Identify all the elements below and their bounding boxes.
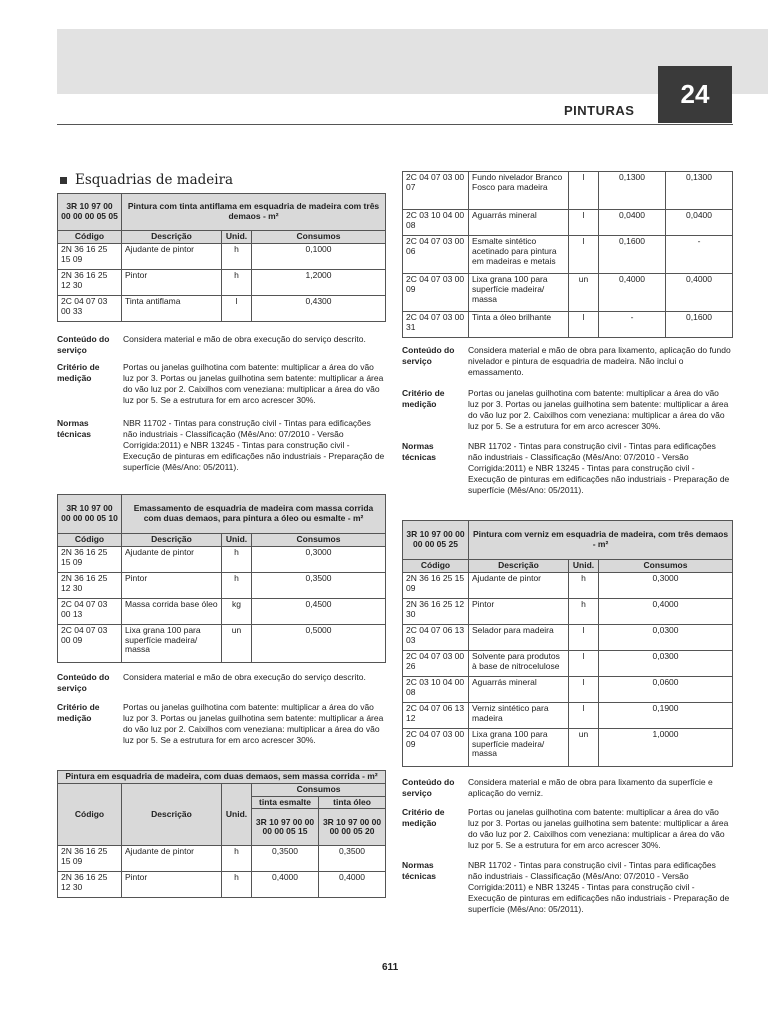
chapter-title: PINTURAS bbox=[564, 103, 635, 118]
col-header-unid: Unid. bbox=[222, 534, 252, 547]
note-text: Portas ou janelas guilhotina com batente: multiplicar a área do vão luz por 3. Portas ou janelas guilhotina sem batente: multiplicar a área do vão luz por 2. Caixilhos com veneziana: multiplicar a área do vão luz por 5. Se a estrutura for em arco acrescer 30%. bbox=[468, 388, 729, 432]
note-label: Conteúdo do serviço bbox=[402, 345, 455, 367]
cell-unid: h bbox=[222, 243, 252, 269]
cell-consumo: 0,4000 bbox=[319, 872, 386, 898]
note-label: Critério de medição bbox=[402, 807, 445, 829]
cell-descricao: Pintor bbox=[122, 572, 222, 598]
table-row bbox=[403, 624, 733, 650]
note-text: Considera material e mão de obra execução do serviço descrito. bbox=[123, 672, 366, 682]
note-text: Portas ou janelas guilhotina com batente: multiplicar a área do vão luz por 3. Portas ou janelas guilhotina sem batente: multiplicar a área do vão luz por 2. Caixilhos com veneziana: multiplicar a área do vão luz por 5. Se a estrutura for em arco acrescer 30%. bbox=[123, 362, 384, 406]
cell-consumo: 0,1000 bbox=[252, 243, 386, 269]
square-bullet-icon bbox=[60, 177, 67, 184]
table-row bbox=[403, 702, 733, 728]
subheader-tinta-esmalte: tinta esmalte bbox=[252, 796, 319, 809]
col-header-codigo: Código bbox=[58, 231, 122, 244]
table-row bbox=[58, 572, 386, 598]
cell-codigo: 2C 04 07 03 00 13 bbox=[58, 598, 122, 624]
table-row bbox=[58, 598, 386, 624]
note-text: NBR 11702 - Tintas para construção civil - Tintas para edificações não industriais - Classificação (Mês/Ano: 07/2010 - Versão Corrigida:2011) e NBR 13245 - Tintas para construção civil - Execução de pinturas em edificações não industriais - Preparação de superfície (Mês/Ano: 05/2011). bbox=[468, 860, 730, 915]
cell-descricao: Ajudante de pintor bbox=[122, 243, 222, 269]
cell-consumo: 0,4000 bbox=[599, 274, 666, 312]
cell-unid: l bbox=[569, 210, 599, 236]
cell-codigo: 2N 36 16 25 15 09 bbox=[58, 243, 122, 269]
cell-descricao: Verniz sintético para madeira bbox=[469, 702, 569, 728]
cell-codigo: 2C 03 10 04 00 08 bbox=[403, 676, 469, 702]
cell-codigo: 2C 04 07 03 00 09 bbox=[58, 624, 122, 662]
cell-descricao: Lixa grana 100 para superfície madeira/ massa bbox=[469, 274, 569, 312]
note-label: Critério de medição bbox=[57, 362, 100, 384]
col-header-descricao: Descrição bbox=[122, 783, 222, 846]
note-label: Normas técnicas bbox=[402, 860, 437, 882]
cell-unid: h bbox=[222, 872, 252, 898]
service-title: Pintura com verniz em esquadria de madeira, com três demaos - m² bbox=[469, 521, 733, 560]
service-code: 3R 10 97 00 00 00 00 05 10 bbox=[58, 495, 122, 534]
col-header-descricao: Descrição bbox=[122, 231, 222, 244]
cell-consumo: 0,0600 bbox=[599, 676, 733, 702]
cell-descricao: Tinta antiflama bbox=[122, 295, 222, 321]
note-normas bbox=[402, 860, 732, 920]
cell-consumo: 0,0300 bbox=[599, 650, 733, 676]
cell-unid: un bbox=[222, 624, 252, 662]
note-label: Conteúdo do serviço bbox=[57, 672, 110, 694]
section-title-text: Esquadrias de madeira bbox=[75, 172, 234, 188]
cell-unid: h bbox=[222, 269, 252, 295]
cell-unid: l bbox=[569, 312, 599, 338]
cell-unid: h bbox=[569, 572, 599, 598]
note-label: Critério de medição bbox=[402, 388, 445, 410]
cell-consumo: - bbox=[599, 312, 666, 338]
cell-consumo: 0,3500 bbox=[252, 846, 319, 872]
cell-unid: h bbox=[222, 572, 252, 598]
note-text: Considera material e mão de obra execução do serviço descrito. bbox=[123, 334, 366, 344]
cell-unid: kg bbox=[222, 598, 252, 624]
table-pintura-duas-demaos-cont bbox=[402, 171, 733, 338]
page-number: 611 bbox=[382, 962, 399, 973]
table-row bbox=[403, 650, 733, 676]
cell-consumo: 0,0400 bbox=[599, 210, 666, 236]
subheader-tinta-oleo: tinta óleo bbox=[319, 796, 386, 809]
cell-consumo: 0,1300 bbox=[599, 172, 666, 210]
cell-descricao: Aguarrás mineral bbox=[469, 210, 569, 236]
note-criterio bbox=[57, 362, 385, 414]
cell-unid: un bbox=[569, 728, 599, 766]
cell-codigo: 2C 04 07 03 00 33 bbox=[58, 295, 122, 321]
col-header-unid: Unid. bbox=[569, 560, 599, 573]
cell-unid: h bbox=[222, 546, 252, 572]
cell-descricao: Solvente para produtos à base de nitrocelulose bbox=[469, 650, 569, 676]
table-row bbox=[403, 236, 733, 274]
note-text: Portas ou janelas guilhotina com batente: multiplicar a área do vão luz por 3. Portas ou janelas guilhotina sem batente: multiplicar a área do vão luz por 2. Caixilhos com veneziana: multiplicar a área do vão luz por 5. Se a estrutura for em arco acrescer 30%. bbox=[468, 807, 729, 851]
cell-consumo: 0,4500 bbox=[252, 598, 386, 624]
table-row bbox=[58, 546, 386, 572]
cell-consumo: 0,4000 bbox=[252, 872, 319, 898]
service-code: 3R 10 97 00 00 00 00 05 15 bbox=[252, 809, 319, 846]
cell-consumo: - bbox=[666, 236, 733, 274]
cell-descricao: Ajudante de pintor bbox=[122, 846, 222, 872]
cell-unid: l bbox=[569, 676, 599, 702]
cell-consumo: 0,1600 bbox=[599, 236, 666, 274]
table-emassamento bbox=[57, 494, 386, 663]
cell-descricao: Lixa grana 100 para superfície madeira/ massa bbox=[122, 624, 222, 662]
cell-consumo: 0,4300 bbox=[252, 295, 386, 321]
cell-codigo: 2N 36 16 25 12 30 bbox=[58, 872, 122, 898]
cell-codigo: 2C 04 07 03 00 07 bbox=[403, 172, 469, 210]
note-normas bbox=[402, 441, 732, 501]
note-label: Conteúdo do serviço bbox=[57, 334, 110, 356]
cell-descricao: Pintor bbox=[122, 872, 222, 898]
cell-consumo: 0,1900 bbox=[599, 702, 733, 728]
cell-codigo: 2N 36 16 25 15 09 bbox=[403, 572, 469, 598]
service-code: 3R 10 97 00 00 00 00 05 25 bbox=[403, 521, 469, 560]
table-row bbox=[58, 243, 386, 269]
cell-descricao: Pintor bbox=[469, 598, 569, 624]
cell-codigo: 2C 04 07 03 00 06 bbox=[403, 236, 469, 274]
table-antiflama bbox=[57, 193, 386, 322]
col-header-consumos: Consumos bbox=[252, 534, 386, 547]
table-row bbox=[58, 269, 386, 295]
cell-unid: un bbox=[569, 274, 599, 312]
table-row bbox=[403, 572, 733, 598]
service-title: Pintura com tinta antiflama em esquadria de madeira com três demaos - m² bbox=[122, 194, 386, 231]
cell-codigo: 2C 03 10 04 00 08 bbox=[403, 210, 469, 236]
note-criterio bbox=[402, 807, 732, 859]
service-title: Pintura em esquadria de madeira, com duas demaos, sem massa corrida - m² bbox=[58, 771, 386, 784]
table-row bbox=[58, 872, 386, 898]
cell-descricao: Esmalte sintético acetinado para pintura em madeiras e metais bbox=[469, 236, 569, 274]
cell-codigo: 2C 04 07 03 00 31 bbox=[403, 312, 469, 338]
table-row bbox=[58, 624, 386, 662]
table-row bbox=[403, 676, 733, 702]
cell-unid: l bbox=[222, 295, 252, 321]
cell-codigo: 2N 36 16 25 12 30 bbox=[58, 269, 122, 295]
col-header-codigo: Código bbox=[403, 560, 469, 573]
cell-descricao: Fundo nivelador Branco Fosco para madeira bbox=[469, 172, 569, 210]
cell-descricao: Lixa grana 100 para superfície madeira/ massa bbox=[469, 728, 569, 766]
cell-descricao: Ajudante de pintor bbox=[122, 546, 222, 572]
col-header-unid: Unid. bbox=[222, 783, 252, 846]
col-header-descricao: Descrição bbox=[469, 560, 569, 573]
chapter-number-badge: 24 bbox=[658, 66, 732, 123]
cell-consumo: 0,4000 bbox=[666, 274, 733, 312]
note-conteudo bbox=[402, 345, 732, 385]
table-row bbox=[403, 598, 733, 624]
cell-consumo: 0,5000 bbox=[252, 624, 386, 662]
cell-consumo: 0,3500 bbox=[252, 572, 386, 598]
table-row bbox=[403, 172, 733, 210]
cell-unid: l bbox=[569, 624, 599, 650]
note-normas bbox=[57, 418, 385, 478]
note-label: Normas técnicas bbox=[402, 441, 437, 463]
note-label: Critério de medição bbox=[57, 702, 100, 724]
cell-consumo: 0,3500 bbox=[319, 846, 386, 872]
table-row bbox=[403, 728, 733, 766]
note-criterio bbox=[57, 702, 385, 754]
cell-consumo: 0,1300 bbox=[666, 172, 733, 210]
cell-descricao: Pintor bbox=[122, 269, 222, 295]
cell-unid: l bbox=[569, 172, 599, 210]
cell-consumo: 0,4000 bbox=[599, 598, 733, 624]
cell-descricao: Ajudante de pintor bbox=[469, 572, 569, 598]
header-rule bbox=[57, 124, 733, 125]
cell-descricao: Massa corrida base óleo bbox=[122, 598, 222, 624]
cell-codigo: 2C 04 07 06 13 03 bbox=[403, 624, 469, 650]
cell-unid: l bbox=[569, 650, 599, 676]
table-row bbox=[403, 312, 733, 338]
note-label: Normas técnicas bbox=[57, 418, 92, 440]
cell-consumo: 0,0400 bbox=[666, 210, 733, 236]
col-header-consumos: Consumos bbox=[252, 231, 386, 244]
note-conteudo bbox=[57, 672, 385, 700]
table-verniz bbox=[402, 520, 733, 767]
note-conteudo bbox=[57, 334, 385, 362]
table-row bbox=[58, 295, 386, 321]
cell-codigo: 2N 36 16 25 15 09 bbox=[58, 846, 122, 872]
table-row bbox=[403, 274, 733, 312]
cell-codigo: 2C 04 07 03 00 26 bbox=[403, 650, 469, 676]
cell-consumo: 0,1600 bbox=[666, 312, 733, 338]
cell-unid: h bbox=[569, 598, 599, 624]
service-code: 3R 10 97 00 00 00 00 05 20 bbox=[319, 809, 386, 846]
col-header-consumos: Consumos bbox=[252, 783, 386, 796]
cell-codigo: 2C 04 07 03 00 09 bbox=[403, 728, 469, 766]
cell-consumo: 1,2000 bbox=[252, 269, 386, 295]
cell-descricao: Selador para madeira bbox=[469, 624, 569, 650]
cell-consumo: 0,3000 bbox=[252, 546, 386, 572]
cell-codigo: 2N 36 16 25 15 09 bbox=[58, 546, 122, 572]
service-code: 3R 10 97 00 00 00 00 05 05 bbox=[58, 194, 122, 231]
cell-codigo: 2N 36 16 25 12 30 bbox=[58, 572, 122, 598]
cell-codigo: 2C 04 07 06 13 12 bbox=[403, 702, 469, 728]
service-title: Emassamento de esquadria de madeira com massa corrida com duas demaos, para pintura a óleo ou esmalte - m² bbox=[122, 495, 386, 534]
note-criterio bbox=[402, 388, 732, 440]
cell-descricao: Aguarrás mineral bbox=[469, 676, 569, 702]
note-text: NBR 11702 - Tintas para construção civil - Tintas para edificações não industriais - Classificação (Mês/Ano: 07/2010 - Versão Corrigida:2011) e NBR 13245 - Tintas para construção civil - Execução de pinturas em edificações não industriais - Preparação de superfície (Mês/Ano: 05/2011). bbox=[123, 418, 385, 473]
note-label: Conteúdo do serviço bbox=[402, 777, 455, 799]
note-text: Considera material e mão de obra para lixamento da superfície e aplicação do verniz. bbox=[468, 777, 713, 799]
col-header-consumos: Consumos bbox=[599, 560, 733, 573]
cell-codigo: 2N 36 16 25 12 30 bbox=[403, 598, 469, 624]
note-text: Portas ou janelas guilhotina com batente: multiplicar a área do vão luz por 3. Portas ou janelas guilhotina sem batente: multiplicar a área do vão luz por 2. Caixilhos com veneziana: multiplicar a área do vão luz por 5. Se a estrutura for em arco acrescer 30%. bbox=[123, 702, 384, 746]
table-row bbox=[403, 210, 733, 236]
cell-consumo: 0,3000 bbox=[599, 572, 733, 598]
col-header-codigo: Código bbox=[58, 534, 122, 547]
note-text: Considera material e mão de obra para lixamento, aplicação do fundo nivelador e pintura de esquadria de madeira. Não inclui o emassamento. bbox=[468, 345, 731, 378]
cell-consumo: 1,0000 bbox=[599, 728, 733, 766]
cell-codigo: 2C 04 07 03 00 09 bbox=[403, 274, 469, 312]
col-header-descricao: Descrição bbox=[122, 534, 222, 547]
note-text: NBR 11702 - Tintas para construção civil - Tintas para edificações não industriais - Classificação (Mês/Ano: 07/2010 - Versão Corrigida:2011) e NBR 13245 - Tintas para construção civil - Execução de pinturas em edificações não industriais - Preparação de superfície (Mês/Ano: 05/2011). bbox=[468, 441, 730, 496]
col-header-codigo: Código bbox=[58, 783, 122, 846]
cell-unid: l bbox=[569, 702, 599, 728]
note-conteudo bbox=[402, 777, 732, 805]
cell-unid: l bbox=[569, 236, 599, 274]
section-title bbox=[60, 173, 233, 189]
col-header-unid: Unid. bbox=[222, 231, 252, 244]
cell-descricao: Tinta a óleo brilhante bbox=[469, 312, 569, 338]
table-pintura-duas-demaos bbox=[57, 770, 386, 898]
cell-consumo: 0,0300 bbox=[599, 624, 733, 650]
table-row bbox=[58, 846, 386, 872]
cell-unid: h bbox=[222, 846, 252, 872]
